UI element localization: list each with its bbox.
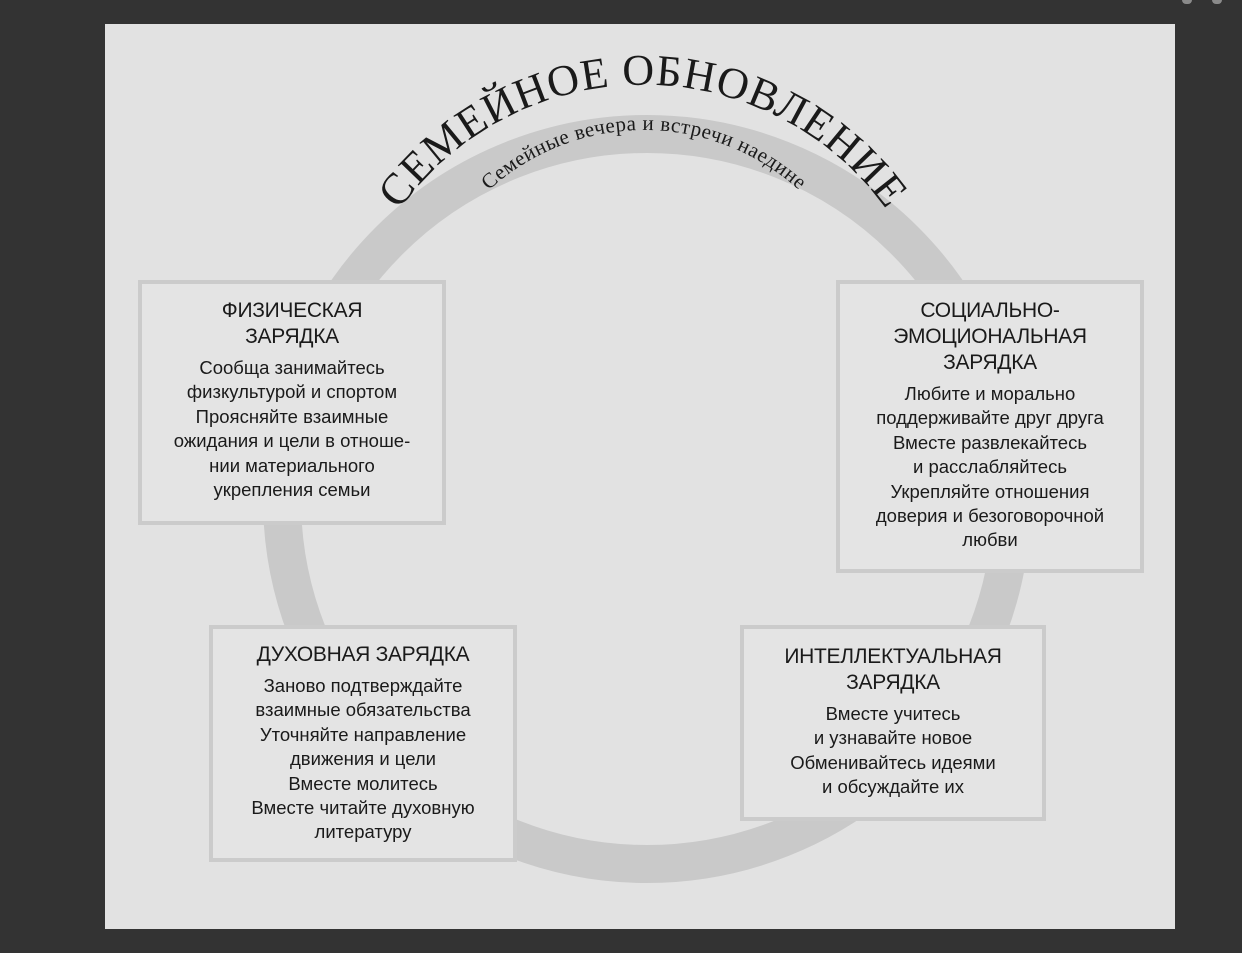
spiritual-renewal-text: Заново подтверждайте взаимные обязательства Уточняйте направление движения и цели Вместе молитесь Вместе читайте духовную литературу [251,675,475,843]
intellectual-renewal-box [740,625,1046,821]
minimize-icon[interactable] [1182,0,1192,4]
diagram-title: СЕМЕЙНОЕ ОБНОВЛЕНИЕ [368,45,918,217]
physical-renewal-text: Сообща занимайтесь физкультурой и спортом Проясняйте взаимные ожидания и цели в отноше- нии материального укрепления семьи [173,357,411,501]
spiritual-renewal-box [209,625,517,862]
physical-renewal-title: ФИЗИЧЕСКАЯ ЗАРЯДКА [221,299,363,348]
social-emotional-renewal-box [836,280,1144,573]
spiritual-renewal-title: ДУХОВНАЯ ЗАРЯДКА [256,643,470,666]
bookmark-icon[interactable] [1212,0,1222,4]
diagram-panel [105,24,1175,929]
diagram-subtitle: Семейные вечера и встречи наедине [476,110,812,195]
social-emotional-renewal-title: СОЦИАЛЬНО- ЭМОЦИОНАЛЬНАЯ ЗАРЯДКА [893,299,1087,374]
intellectual-renewal-text: Вместе учитесь и узнавайте новое Обменивайтесь идеями и обсуждайте их [790,703,996,798]
intellectual-renewal-title: ИНТЕЛЛЕКТУАЛЬНАЯ ЗАРЯДКА [784,645,1002,694]
physical-renewal-box [138,280,446,525]
social-emotional-renewal-text: Любите и морально поддерживайте друг друга Вместе развлекайтесь и расслабляйтесь Укрепляйте отношения доверия и безоговорочной любви [875,383,1105,551]
